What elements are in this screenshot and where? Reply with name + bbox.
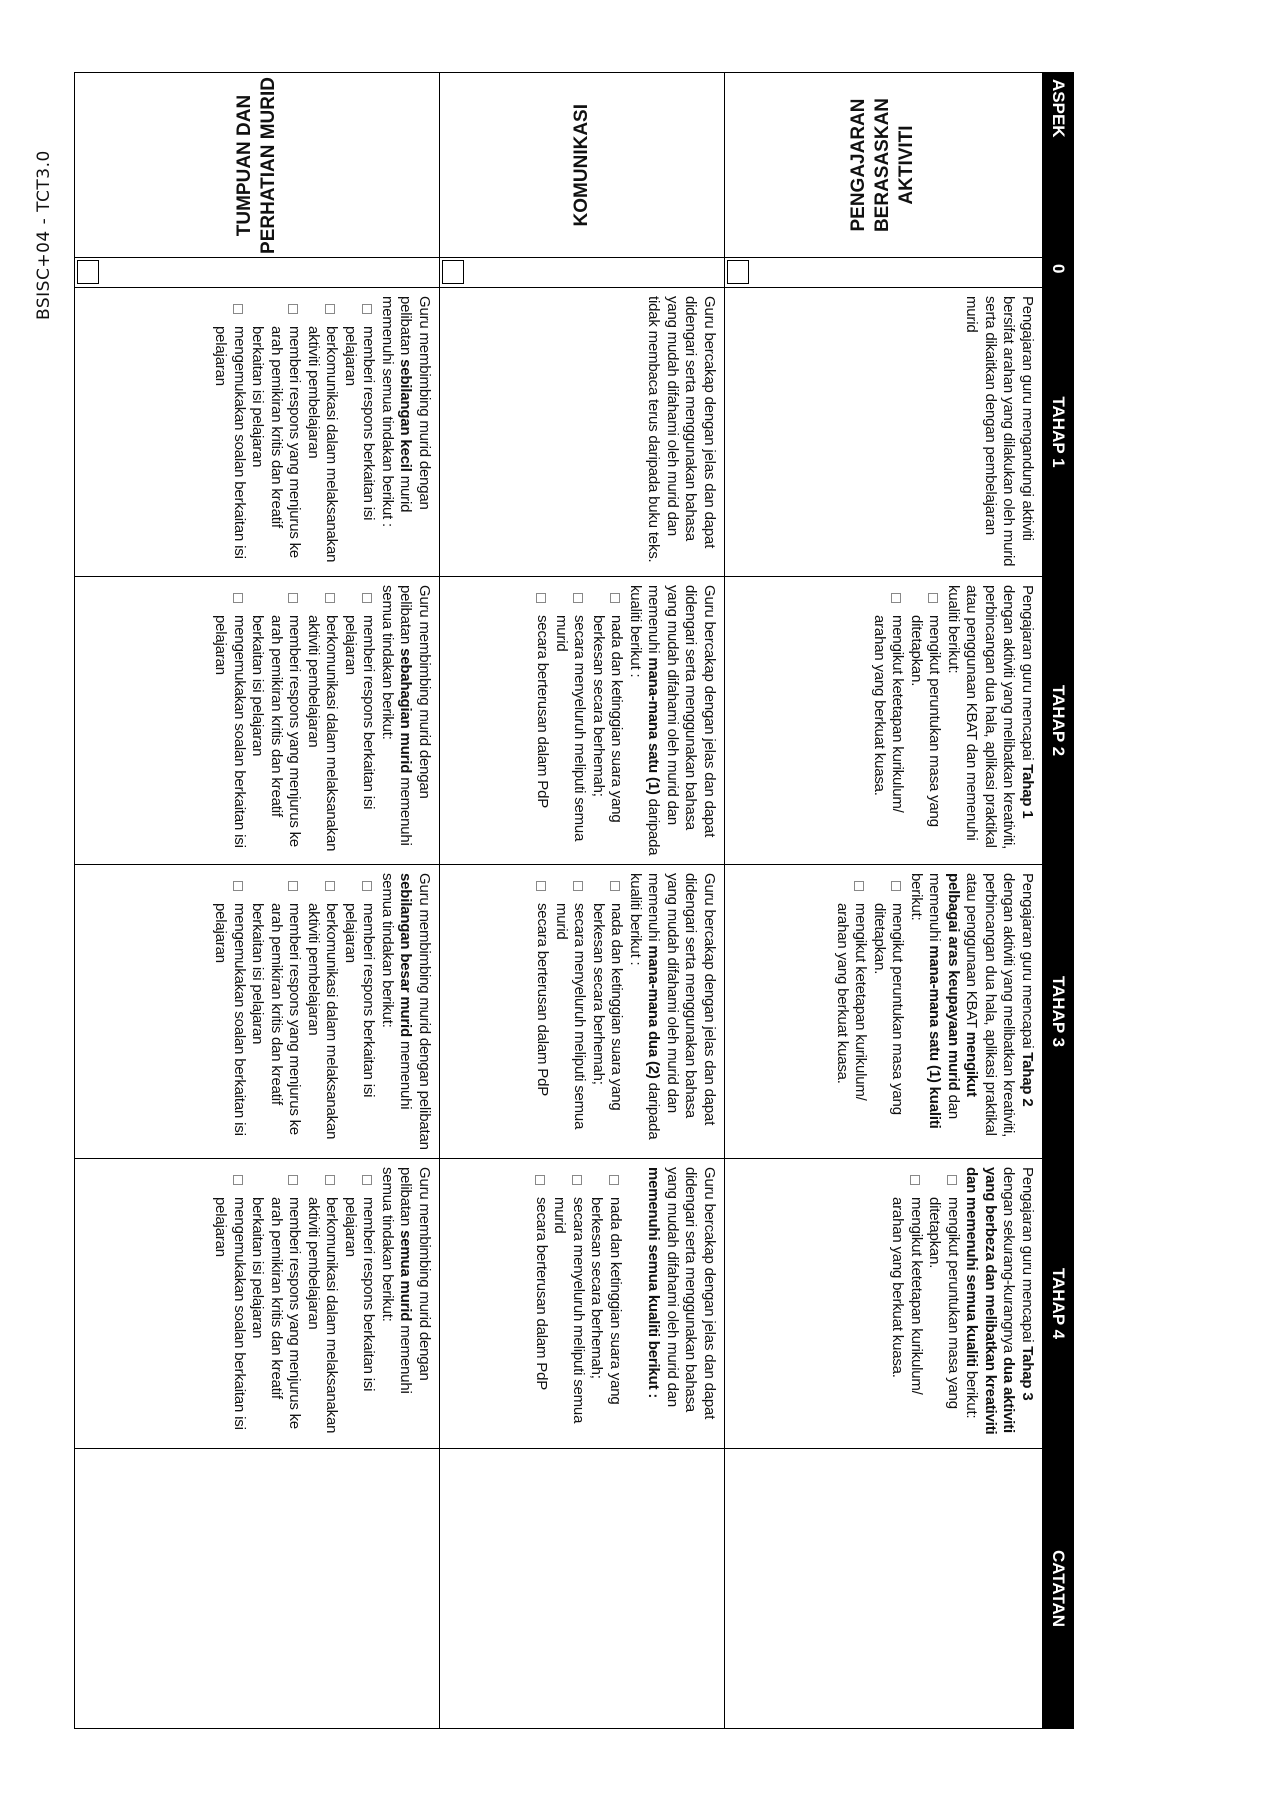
score-checkbox[interactable]	[442, 260, 464, 284]
tahap2-cell	[725, 577, 1043, 865]
list-item: mengemukakan soalan berkaitan isi pelajaran	[211, 873, 248, 1150]
score-checkbox[interactable]	[727, 260, 749, 284]
list-item: memberi respons berkaitan isi pelajaran	[341, 1167, 378, 1440]
list-item: berkomunikasi dalam melaksanakan aktiviti pembelajaran	[304, 296, 341, 568]
row-komunikasi	[440, 73, 725, 1729]
cell-text: Guru bercakap dengan jelas dan dapat didengari serta menggunakan bahasa yang mudah difahami oleh murid dan memenuhi mana-mana satu (1) daripada kualiti berikut :	[627, 585, 718, 856]
quality-list	[532, 1167, 625, 1440]
quality-list	[533, 585, 626, 856]
header-tahap-1: TAHAP 1	[1043, 288, 1074, 577]
list-item: mengikut peruntukan masa yang ditetapkan.	[907, 585, 944, 856]
list-item: secara menyeluruh meliputi semua murid	[552, 585, 589, 856]
list-item: memberi respons yang menjurus ke arah pemikiran kritis dan kreatif berkaitan isi pelajaran	[248, 1167, 304, 1440]
list-item: memberi respons yang menjurus ke arah pemikiran kritis dan kreatif berkaitan isi pelajaran	[248, 296, 304, 568]
cell-text: Guru membimbing murid dengan pelibatan sebilangan kecil murid memenuhi semua tindakan berikut :	[379, 296, 433, 528]
score-checkbox[interactable]	[77, 260, 99, 284]
aspek-komunikasi	[440, 73, 725, 258]
tahap4-cell	[75, 1159, 440, 1449]
aspek-pengajaran	[725, 73, 1043, 258]
cell-text: Guru bercakap dengan jelas dan dapat didengari serta menggunakan bahasa yang mudah difahami oleh murid dan memenuhi mana-mana dua (2) daripada kualiti berikut :	[627, 873, 718, 1140]
quality-list	[833, 873, 907, 1150]
list-item: secara berterusan dalam PdP	[533, 585, 552, 856]
aspek-tumpuan	[75, 73, 440, 258]
tahap3-cell	[725, 865, 1043, 1159]
list-item: memberi respons yang menjurus ke arah pemikiran kritis dan kreatif berkaitan isi pelajaran	[248, 585, 304, 856]
tahap1-cell	[75, 288, 440, 577]
cell-text: Pengajaran guru mencapai Tahap 1 dengan aktiviti yang melibatkan kreativiti, perbincangan dua hala, aplikasi praktikal atau penggunaan KBAT dan memenuhi kualiti berikut:	[945, 585, 1036, 850]
aspek-line: PENGAJARAN	[848, 98, 870, 232]
document-code: BSISC+04 - TCT3.0	[34, 150, 54, 320]
tahap4-cell	[440, 1159, 725, 1449]
list-item: memberi respons yang menjurus ke arah pemikiran kritis dan kreatif berkaitan isi pelajaran	[248, 873, 304, 1150]
quality-list	[870, 585, 944, 856]
quality-list	[888, 1167, 962, 1440]
catatan-cell[interactable]	[75, 1449, 440, 1729]
cell-text: Guru membimbing murid dengan pelibatan semua murid memenuhi semua tindakan berikut:	[379, 1167, 433, 1394]
list-item: berkomunikasi dalam melaksanakan aktiviti pembelajaran	[304, 1167, 341, 1440]
list-item: mengemukakan soalan berkaitan isi pelajaran	[211, 1167, 248, 1440]
list-item: secara berterusan dalam PdP	[532, 1167, 551, 1440]
quality-list	[533, 873, 626, 1150]
list-item: mengikut ketetapan kurikulum/ arahan yang berkuat kuasa.	[870, 585, 907, 856]
list-item: memberi respons berkaitan isi pelajaran	[341, 296, 378, 568]
list-item: mengikut ketetapan kurikulum/ arahan yang berkuat kuasa.	[888, 1167, 925, 1440]
list-item: secara berterusan dalam PdP	[533, 873, 552, 1150]
cell-text: Guru bercakap dengan jelas dan dapat didengari serta menggunakan bahasa yang mudah difahami oleh murid dan tidak membaca terus daripada buku teks.	[645, 296, 718, 563]
aspek-line: PERHATIAN MURID	[258, 76, 279, 254]
action-list	[211, 296, 378, 568]
tahap2-cell	[440, 577, 725, 865]
rubric-table	[74, 72, 1074, 1729]
list-item: mengemukakan soalan berkaitan isi pelajaran	[211, 585, 248, 856]
row-tumpuan	[75, 73, 440, 1729]
list-item: memberi respons berkaitan isi pelajaran	[341, 873, 378, 1150]
tahap3-cell	[440, 865, 725, 1159]
tahap4-cell	[725, 1159, 1043, 1449]
list-item: nada dan ketinggian suara yang berkesan secara berhemah;	[589, 873, 626, 1150]
tahap3-cell	[75, 865, 440, 1159]
tahap1-cell	[440, 288, 725, 577]
cell-text: Guru membimbing murid dengan pelibatan sebilangan besar murid memenuhi semua tindakan berikut:	[379, 873, 433, 1150]
cell-text: Pengajaran guru mencapai Tahap 2 dengan aktiviti yang melibatkan kreativiti, perbincangan dua hala, aplikasi praktikal atau penggunaan KBAT mengikut pelbagai aras keupayaan murid dan memenuhi mana-mana satu (1) kualiti berikut:	[908, 873, 1036, 1138]
aspek-line: BERASASKAN AKTIVITI	[872, 97, 918, 233]
header-tahap-2: TAHAP 2	[1043, 577, 1074, 865]
list-item: berkomunikasi dalam melaksanakan aktiviti pembelajaran	[304, 585, 341, 856]
aspek-line: TUMPUAN DAN	[234, 94, 255, 236]
action-list	[211, 1167, 378, 1440]
zero-cell	[725, 258, 1043, 288]
list-item: nada dan ketinggian suara yang berkesan secara berhemah;	[589, 585, 626, 856]
header-aspek: ASPEK	[1043, 73, 1074, 258]
catatan-cell[interactable]	[440, 1449, 725, 1729]
rubric-table-rotated	[74, 72, 1074, 1728]
header-tahap-4: TAHAP 4	[1043, 1159, 1074, 1449]
cell-text: Guru bercakap dengan jelas dan dapat didengari serta menggunakan bahasa yang mudah difahami oleh murid dan memenuhi semua kualiti berikut :	[645, 1167, 718, 1420]
tahap1-cell	[725, 288, 1043, 577]
list-item: memberi respons berkaitan isi pelajaran	[341, 585, 378, 856]
catatan-cell[interactable]	[725, 1449, 1043, 1729]
cell-text: Pengajaran guru mencapai Tahap 3 dengan sekurang-kurangnya dua aktiviti yang berbeza dan melibatkan kreativiti dan memenuhi semua kualiti berikut:	[963, 1167, 1036, 1435]
list-item: mengikut peruntukan masa yang ditetapkan.	[925, 1167, 962, 1440]
row-pengajaran	[725, 73, 1043, 1729]
tahap2-cell	[75, 577, 440, 865]
list-item: secara menyeluruh meliputi semua murid	[550, 1167, 587, 1440]
zero-cell	[75, 258, 440, 288]
header-zero: 0	[1043, 258, 1074, 288]
list-item: berkomunikasi dalam melaksanakan aktiviti pembelajaran	[304, 873, 341, 1150]
zero-cell	[440, 258, 725, 288]
list-item: mengikut ketetapan kurikulum/ arahan yang berkuat kuasa.	[833, 873, 870, 1150]
cell-text: Pengajaran guru mengandungi aktiviti bersifat arahan yang dilakukan oleh murid serta dikaitkan dengan pembelajaran murid	[963, 296, 1036, 567]
list-item: secara menyeluruh meliputi semua murid	[552, 873, 589, 1150]
cell-text: Guru membimbing murid dengan pelibatan sebahagian murid memenuhi semua tindakan berikut:	[379, 585, 433, 846]
header-tahap-3: TAHAP 3	[1043, 865, 1074, 1159]
list-item: mengikut peruntukan masa yang ditetapkan.	[870, 873, 907, 1150]
list-item: mengemukakan soalan berkaitan isi pelajaran	[211, 296, 248, 568]
header-catatan: CATATAN	[1043, 1449, 1074, 1729]
action-list	[211, 873, 378, 1150]
header-row	[1043, 73, 1074, 1729]
action-list	[211, 585, 378, 856]
list-item: nada dan ketinggian suara yang berkesan secara berhemah;	[587, 1167, 624, 1440]
aspek-line: KOMUNIKASI	[571, 103, 592, 227]
